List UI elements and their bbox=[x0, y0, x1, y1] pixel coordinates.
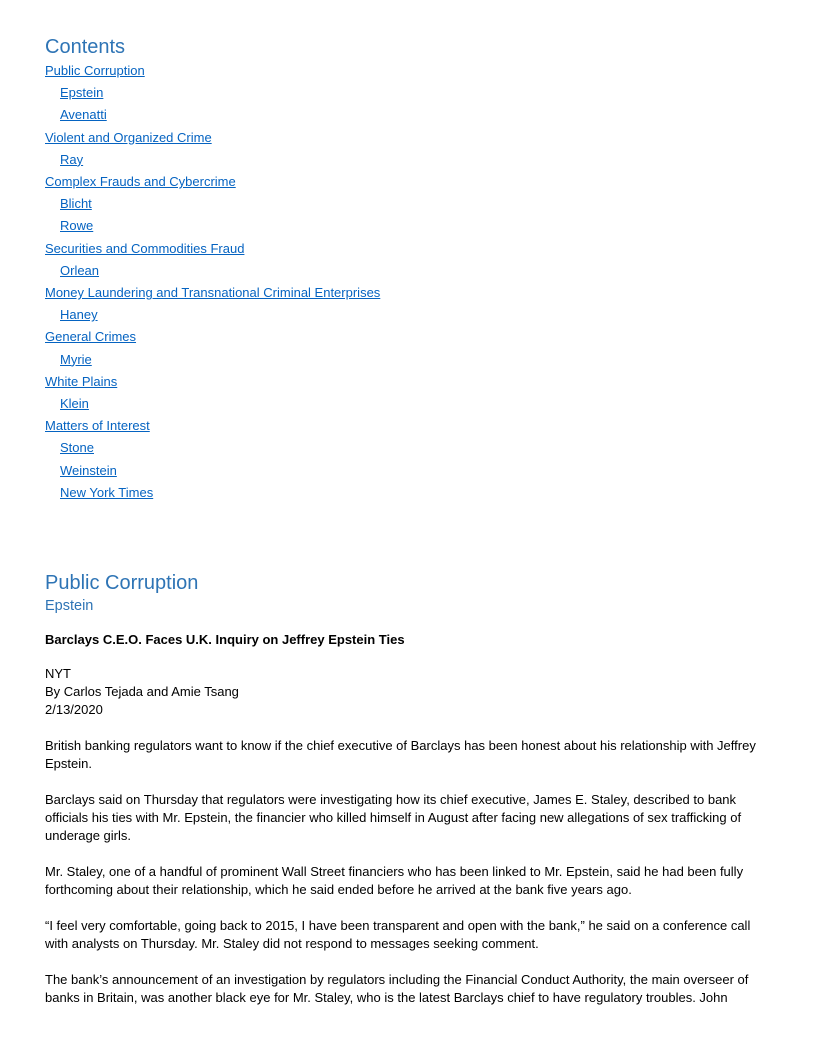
toc-link-white-plains[interactable]: White Plains bbox=[45, 373, 118, 389]
toc-link-violent-and-organized-crime[interactable]: Violent and Organized Crime bbox=[45, 129, 212, 145]
toc-link-epstein[interactable]: Epstein bbox=[60, 85, 104, 101]
article bbox=[45, 631, 775, 1025]
toc-link-myrie[interactable]: Myrie bbox=[60, 351, 92, 367]
toc-link-matters-of-interest[interactable]: Matters of Interest bbox=[45, 418, 150, 434]
article-source: NYT bbox=[45, 666, 71, 681]
toc-link-avenatti[interactable]: Avenatti bbox=[60, 107, 107, 123]
article-paragraph: Mr. Staley, one of a handful of prominent Wall Street financiers who has been linked to Mr. Epstein, said he had been fully forthcoming about their relationship, which he said ended before he arrived at the bank five years ago. bbox=[45, 864, 744, 897]
toc-link-securities-and-commodities-fraud[interactable]: Securities and Commodities Fraud bbox=[45, 240, 245, 256]
toc-link-complex-frauds-and-cybercrime[interactable]: Complex Frauds and Cybercrime bbox=[45, 174, 236, 190]
toc-list bbox=[45, 60, 773, 504]
toc-link-ray[interactable]: Ray bbox=[60, 151, 84, 167]
table-of-contents bbox=[45, 34, 773, 504]
toc-link-weinstein[interactable]: Weinstein bbox=[60, 462, 117, 478]
article-meta bbox=[45, 665, 775, 719]
toc-link-orlean[interactable]: Orlean bbox=[60, 262, 100, 278]
subsection-heading: Epstein bbox=[45, 598, 94, 614]
toc-link-klein[interactable]: Klein bbox=[60, 396, 89, 412]
toc-link-money-laundering[interactable]: Money Laundering and Transnational Criminal Enterprises bbox=[45, 285, 381, 301]
toc-link-blicht[interactable]: Blicht bbox=[60, 196, 92, 212]
section-heading: Public Corruption bbox=[45, 572, 199, 594]
article-date: 2/13/2020 bbox=[45, 702, 103, 717]
toc-link-new-york-times[interactable]: New York Times bbox=[60, 484, 154, 500]
article-paragraph: The bank’s announcement of an investigation by regulators including the Financial Conduct Authority, the main overseer of banks in Britain, was another black eye for Mr. Staley, who is the latest Barclays chief to have regulatory troubles. John bbox=[45, 972, 749, 1005]
toc-link-stone[interactable]: Stone bbox=[60, 440, 94, 456]
toc-link-haney[interactable]: Haney bbox=[60, 307, 98, 323]
article-paragraph: British banking regulators want to know if the chief executive of Barclays has been honest about his relationship with Jeffrey Epstein. bbox=[45, 738, 756, 771]
article-title: Barclays C.E.O. Faces U.K. Inquiry on Jeffrey Epstein Ties bbox=[45, 632, 405, 647]
article-byline: By Carlos Tejada and Amie Tsang bbox=[45, 684, 239, 699]
toc-heading: Contents bbox=[45, 36, 126, 58]
article-paragraph: Barclays said on Thursday that regulators were investigating how its chief executive, James E. Staley, described to bank officials his ties with Mr. Epstein, the financier who killed himself in August after facing new allegations of sex trafficking of underage girls. bbox=[45, 792, 742, 843]
toc-link-public-corruption[interactable]: Public Corruption bbox=[45, 63, 145, 78]
toc-link-general-crimes[interactable]: General Crimes bbox=[45, 329, 137, 345]
toc-link-rowe[interactable]: Rowe bbox=[60, 218, 94, 234]
article-paragraph: “I feel very comfortable, going back to 2015, I have been transparent and open with the bank,” he said on a conference call with analysts on Thursday. Mr. Staley did not respond to messages seeking comment. bbox=[45, 918, 751, 951]
